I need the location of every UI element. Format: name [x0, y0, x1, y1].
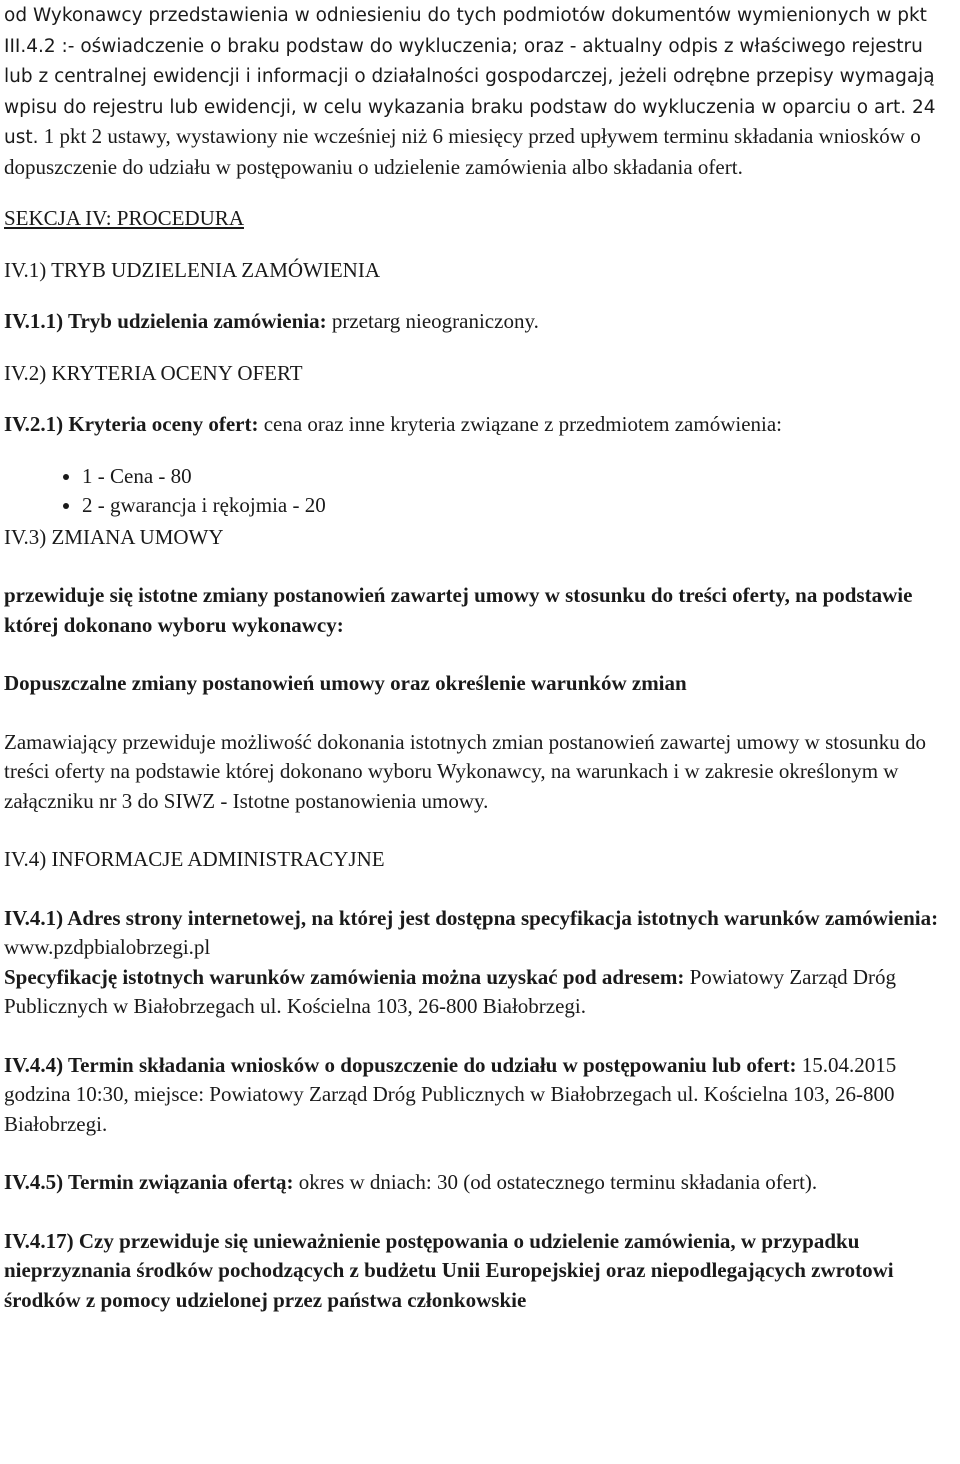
iv41-paragraph — [4, 904, 956, 963]
iv41b-label: Specyfikację istotnych warunków zamówienia można uzyskać pod adresem: — [4, 964, 685, 989]
criteria-list — [4, 462, 956, 521]
iv11-paragraph — [4, 307, 956, 337]
list-item: • 1 - Cena - 80 — [82, 462, 956, 492]
iv45-label: IV.4.5) Termin związania ofertą: — [4, 1170, 294, 1194]
iv45-paragraph — [4, 1168, 956, 1198]
iv11-value: przetarg nieograniczony. — [326, 309, 539, 333]
iv41-label: IV.4.1) Adres strony internetowej, na której jest dostępna specyfikacja istotnych warunków zamówienia: — [4, 905, 939, 930]
list-item: • 2 - gwarancja i rękojmia - 20 — [82, 491, 956, 521]
iv21-label: IV.2.1) Kryteria oceny ofert: — [4, 412, 259, 436]
heading-iv1: IV.1) TRYB UDZIELENIA ZAMÓWIENIA — [4, 257, 381, 282]
intro-paragraph — [4, 0, 956, 182]
heading-iv4: IV.4) INFORMACJE ADMINISTRACYJNE — [4, 847, 385, 871]
heading-iv3: IV.3) ZMIANA UMOWY — [4, 524, 224, 549]
iv41b-value: Powiatowy Zarząd Dróg Publicznych w Białobrzegach ul. Kościelna 103, 26-800 Białobrzegi. — [4, 964, 897, 1018]
intro-text: od Wykonawcy przedstawienia w odniesieniu do tych podmiotów dokumentów wymienionych w pkt III.4.2 :- oświadczenie o braku podstaw do wykluczenia; oraz - aktualny odpis z właściwego rejestru lub z centralnej ewidencji i informacji o działalności gospodarczej, jeżeli odrębne przepisy wymagają wpisu do rejestru lub ewidencji, w celu wykazania braku podstaw do wykluczenia w oparciu o art. 24 ust. — [4, 5, 936, 148]
iv41b-paragraph — [4, 963, 956, 1022]
iv3-text: Zamawiający przewiduje możliwość dokonania istotnych zmian postanowień zawartej umowy w stosunku do treści oferty na podstawie której dokonano wyboru Wykonawcy, na warunkach i w zakresie określonym w załączniku nr 3 do SIWZ - Istotne postanowienia umowy. — [4, 729, 927, 813]
iv45-value: okres w dniach: 30 (od ostatecznego terminu składania ofert). — [293, 1170, 818, 1194]
iv3-subheading: Dopuszczalne zmiany postanowień umowy oraz określenie warunków zmian — [4, 671, 687, 695]
iv21-value: cena oraz inne kryteria związane z przedmiotem zamówienia: — [258, 412, 783, 436]
intro-continuation: 1 pkt 2 ustawy, wystawiony nie wcześniej niż 6 miesięcy przed upływem terminu składania wniosków o dopuszczenie do udziału w postępowaniu o udzielenie zamówienia albo składania ofert. — [4, 124, 921, 179]
iv41-url: www.pzdpbialobrzegi.pl — [4, 935, 211, 959]
iv11-label: IV.1.1) Tryb udzielenia zamówienia: — [4, 309, 327, 333]
iv44-value: 15.04.2015 godzina 10:30, miejsce: Powiatowy Zarząd Dróg Publicznych w Białobrzegach ul. Kościelna 103, 26-800 Białobrzegi. — [4, 1052, 897, 1136]
iv3-bold-paragraph: przewiduje się istotne zmiany postanowień zawartej umowy w stosunku do treści oferty, na podstawie której dokonano wyboru wykonawcy: — [4, 583, 913, 637]
iv21-paragraph — [4, 410, 956, 440]
iv417-paragraph: IV.4.17) Czy przewiduje się unieważnienie postępowania o udzielenie zamówienia, w przypadku nieprzyznania środków pochodzących z budżetu Unii Europejskiej oraz niepodlegających zwrotowi środków z pomocy udzielonej przez państwa członkowskie — [4, 1228, 894, 1312]
iv44-paragraph — [4, 1051, 956, 1140]
section-title: SEKCJA IV: PROCEDURA — [4, 206, 244, 230]
heading-iv2: IV.2) KRYTERIA OCENY OFERT — [4, 360, 303, 385]
iv44-label: IV.4.4) Termin składania wniosków o dopuszczenie do udziału w postępowaniu lub ofert: — [4, 1052, 797, 1077]
